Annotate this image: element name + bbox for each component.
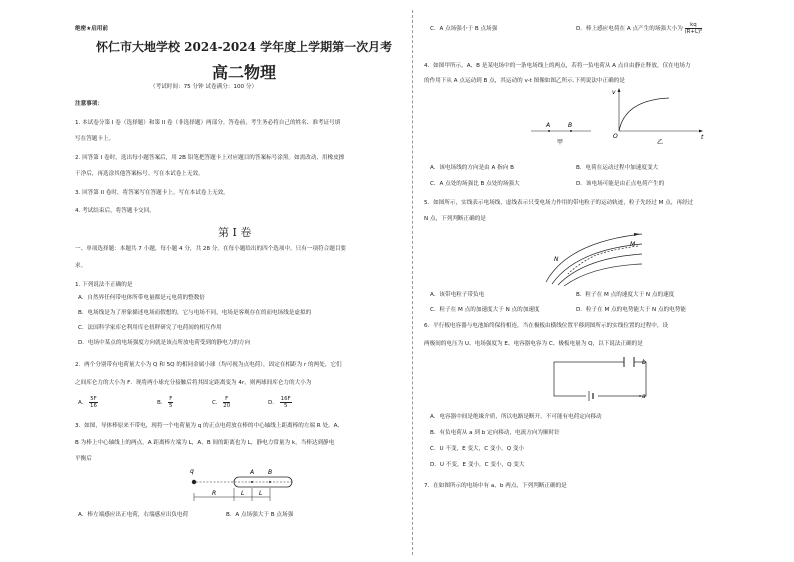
label-l: L: [259, 490, 263, 497]
label-yi: 乙: [657, 139, 664, 146]
label-n: N: [554, 256, 559, 263]
q1-option: D．电场中某点的电场强度方向就是该点所放电荷受到的静电力的方向: [78, 340, 251, 346]
point-b: [269, 481, 271, 483]
charge-label: q: [190, 468, 194, 475]
subject-title: 高二物理: [212, 63, 277, 82]
q1-option: C．法国科学家库仑利用库仑扭秤研究了电荷间的相互作用: [78, 325, 222, 331]
q1-option: A．自然界任何带电体所带电量都是元电荷的整数倍: [78, 295, 205, 301]
q5-stem: N 点，下列判断正确的是: [424, 216, 486, 222]
label-a: A: [250, 469, 255, 476]
point-a: [251, 481, 253, 483]
school-title: 怀仁市大地学校 2024-2024 学年度上学期第一次月考: [96, 40, 393, 54]
q6-option-c: C．U 不变，E 变大，C 变小，Q 变小: [430, 446, 525, 452]
q6-option-b: B．有负电荷从 a 到 b 定向移动，电流方向为顺时针: [430, 430, 560, 436]
q6-option-a: A．电容器中间是绝缘介质，所以电路是断开，不可能有电荷定向移动: [430, 414, 602, 420]
column-divider: [412, 10, 413, 555]
q5-option-b: B．粒子在 M 点的速度大于 N 点的速度: [576, 292, 675, 298]
note-line: 1. 本试卷分第 I 卷（选择题）和第 II 卷（非选择题）两部分。答卷前，考生务必将自己的姓名、准考证号填: [75, 120, 341, 126]
q3-option-b: B．A 点场强大于 B 点场强: [226, 512, 294, 518]
point-a: [639, 395, 641, 397]
section-title: 第 I 卷: [218, 226, 252, 239]
q1-stem: 1. 下列说法不正确的是: [75, 282, 133, 288]
q4-figure: [529, 86, 709, 148]
q2-option-b: B． $\frac{F}{5}$: [157, 396, 173, 409]
q4-stem: 的作用下从 A 点运动到 B 点，其运动的 v-t 图像如图乙所示.下列说法中正确的是: [424, 78, 625, 84]
q3-option-a: A．棒左端感应出正电荷，右端感应出负电荷: [78, 512, 189, 518]
q5-stem: 5．如图所示，实线表示电场线，虚线表示只受电场力作用的带电粒子的运动轨迹，粒子先经过 M 点，再经过: [424, 200, 694, 206]
notes-heading: 注意事项：: [75, 101, 103, 107]
q5-option-c: C．粒子在 M 点的加速度大于 N 点的加速度: [430, 307, 540, 313]
q6-stem: 6．平行板电容器与电池始终保持相连，当在极板由横线位置平移到图所示的实线位置的过程中，设: [424, 323, 669, 329]
q6-option-d: D．U 不变，E 变小，C 变小，Q 变大: [430, 462, 525, 468]
label-b: B: [568, 122, 573, 129]
q4-option-b: B．电荷在运动过程中加速度变大: [576, 165, 659, 171]
q5-option-d: D．粒子在 M 点的电势能大于 N 点的电势能: [576, 307, 686, 313]
q3-stem: 3．如图，导体棒原来不带电，现将一个电荷量为 q 的正点电荷放在棒的中心轴线上距离棒的左端 R 处。A、: [75, 423, 344, 429]
note-line: 干净后，再选涂其他答案标号。写在本试卷上无效。: [75, 171, 204, 177]
note-line: 2. 回答第 I 卷时，选出每小题答案后，用 2B 铅笔把答题卡上对应题目的答案标号涂黑。如需改动，用橡皮擦: [75, 155, 345, 161]
note-line: 4. 考试结束后，将答题卡交回。: [75, 208, 155, 214]
q1-option: B．电场线是为了形象描述电场而假想的，它与电场不同，电场是客观存在的而电场线是虚拟的: [78, 310, 312, 316]
label-r: R: [212, 490, 217, 497]
q2-stem: 之间库仑力的大小为 F．现将两小球充分接触后将其固定距离变为 4r，则两球间库仑力的大小为: [75, 380, 312, 386]
label-a: A: [546, 122, 551, 129]
label-b: b: [642, 359, 646, 366]
note-line: 写在答题卡上。: [75, 136, 115, 142]
q3-stem: B 为棒上中心轴线上的两点，A 距离棒左端为 L，A、B 间的距离也为 L，静电力常量为 k，当棒达到静电: [75, 440, 335, 446]
q4-option-c: C．A 点处的场强比 B 点处的场强大: [430, 181, 520, 187]
label-a: a: [642, 393, 646, 400]
t-arrow: [699, 130, 703, 133]
q3-option-c: C．A 点场强小于 B 点场强: [430, 26, 498, 32]
secret-label: 绝密★启用前: [75, 26, 108, 32]
q6-stem: 两极间的电压为 U、电场强度为 E、电容器电容为 C、极板电量为 Q，以下说法正确的是: [424, 341, 643, 347]
note-line: 3. 回答第 II 卷时，将答案写在答题卡上。写在本试卷上无效。: [75, 190, 229, 196]
point-charge: [192, 480, 196, 484]
label-l: L: [241, 490, 245, 497]
q4-stem: 4．如图甲所示，A、B 是某电场中的一条电场线上的两点，若将一负电荷从 A 点自由静止释放，仅在电场力: [424, 63, 691, 69]
q6-figure: [548, 352, 658, 402]
exam-info: （考试时间：75 分钟 试卷满分：100 分）: [150, 84, 258, 90]
point-a: [548, 130, 550, 132]
q4-option-a: A．该电场线的方向是由 A 指向 B: [430, 165, 514, 171]
vt-curve: [619, 98, 669, 131]
v-arrow: [618, 88, 621, 92]
q2-stem: 2．两个分别带有电荷量大小为 Q 和 5Q 的相同金属小球（均可视为点电荷），固定在相距为 r 的两处，它们: [75, 362, 342, 368]
q5-figure: [538, 224, 648, 286]
label-o: O: [613, 133, 618, 140]
q2-option-a: A． $\frac{5F}{16}$: [78, 396, 97, 409]
q2-option-d: D． $\frac{16F}{5}$: [268, 396, 291, 409]
q3-figure: [180, 464, 300, 506]
label-jia: 甲: [557, 139, 564, 146]
field-line: [546, 234, 642, 282]
q2-option-c: C． $\frac{F}{20}$: [212, 396, 231, 409]
q3-option-d: D．棒上感应电荷在 A 点产生的场强大小为 $\frac{kq}{\text{(R+L)²}}$: [576, 22, 703, 35]
section-intro: 一、单项选择题：本题共 7 小题，每小题 4 分，共 28 分。在每小题给出的四个选项中，只有一项符合题目要: [75, 246, 347, 252]
q7-stem: 7．在如图所示的电场中有 a、b 两点，下列判断正确的是: [424, 483, 567, 489]
q3-stem: 平衡后: [75, 456, 92, 462]
section-intro: 求。: [75, 263, 87, 269]
q4-option-d: D．该电场可能是由正点电荷产生的: [576, 181, 665, 187]
label-v: v: [612, 89, 616, 96]
q5-option-a: A．该带电粒子带负电: [430, 292, 485, 298]
label-b: B: [268, 469, 273, 476]
point-b: [570, 130, 572, 132]
label-m: M: [630, 241, 636, 248]
label-t: t: [701, 134, 704, 141]
